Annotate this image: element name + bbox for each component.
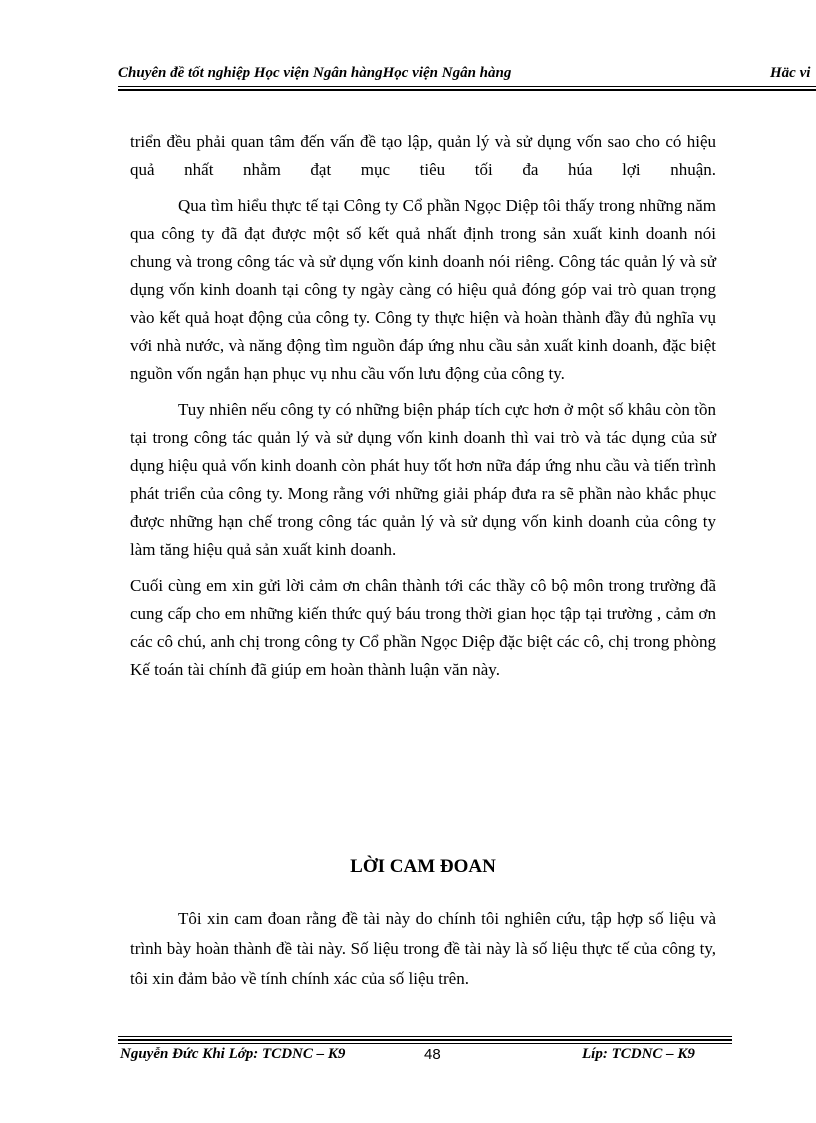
footer-class: Líp: TCDNC – K9: [582, 1046, 695, 1062]
page-number: 48: [424, 1046, 441, 1063]
footer-rule-bottom: [118, 1043, 732, 1044]
section-title: LỜI CAM ĐOAN: [350, 856, 496, 877]
paragraph-2: Tuy nhiên nếu công ty có những biện pháp tích cực hơn ở một số khâu còn tồn tại trong công tác quản lý và sử dụng vốn kinh doanh thì vai trò và tác dụng của sử dụng hiệu quả vốn kinh doanh còn phát huy tốt hơn nữa đáp ứng nhu cầu và tiến trình phát triển của công ty. Mong rằng với những giải pháp đưa ra sẽ phần nào khắc phục được những hạn chế trong công tác quản lý và sử dụng vốn kinh doanh của công ty làm tăng hiệu quả sản xuất kinh doanh.: [130, 400, 716, 559]
footer-author: Nguyễn Đức Khi Lớp: TCDNC – K9: [120, 1046, 346, 1062]
section-body: [130, 904, 716, 994]
declaration-paragraph: Tôi xin cam đoan rằng đề tài này do chính tôi nghiên cứu, tập hợp số liệu và trình bày hoàn thành đề tài này. Số liệu trong đề tài này là số liệu thực tế của công ty, tôi xin đảm bảo về tính chính xác của số liệu trên.: [130, 909, 716, 988]
paragraph-3: Cuối cùng em xin gửi lời cảm ơn chân thành tới các thầy cô bộ môn trong trường đã cung cấp cho em những kiến thức quý báu trong thời gian học tập tại trường , cảm ơn các cô chú, anh chị trong công ty Cổ phần Ngọc Diệp đặc biệt các cô, chị trong phòng Kế toán tài chính đã giúp em hoàn thành luận văn này.: [130, 576, 716, 679]
header-title: Chuyên đề tốt nghiệp Học viện Ngân hàngHọc viện Ngân hàng: [118, 65, 512, 81]
body-text: [130, 128, 716, 692]
paragraph-continuation: triển đều phải quan tâm đến vấn đề tạo lập, quản lý và sử dụng vốn sao cho có hiệu quả nhất nhằm đạt mục tiêu tối đa húa lợi nhuận.: [130, 132, 716, 179]
footer-rule-thick: [118, 1039, 732, 1041]
header-rule-thick: [118, 89, 816, 91]
header-rule: [118, 86, 816, 87]
paragraph-1: Qua tìm hiểu thực tế tại Công ty Cổ phần Ngọc Diệp tôi thấy trong những năm qua công ty đã đạt được một số kết quả nhất định trong sản xuất kinh doanh nói chung và trong công tác và sử dụng vốn kinh doanh nói riêng. Công tác quản lý và sử dụng vốn kinh doanh tại công ty ngày càng có hiệu quả đóng góp vai trò quan trọng vào kết quả hoạt động của công ty. Công ty thực hiện và hoàn thành đầy đủ nghĩa vụ với nhà nước, và năng động tìm nguồn đáp ứng nhu cầu sản xuất kinh doanh, đặc biệt nguồn vốn ngắn hạn phục vụ nhu cầu vốn lưu động của công ty.: [130, 196, 716, 383]
footer-rule: [118, 1036, 732, 1037]
header-right-text: Häc vi: [770, 65, 811, 81]
